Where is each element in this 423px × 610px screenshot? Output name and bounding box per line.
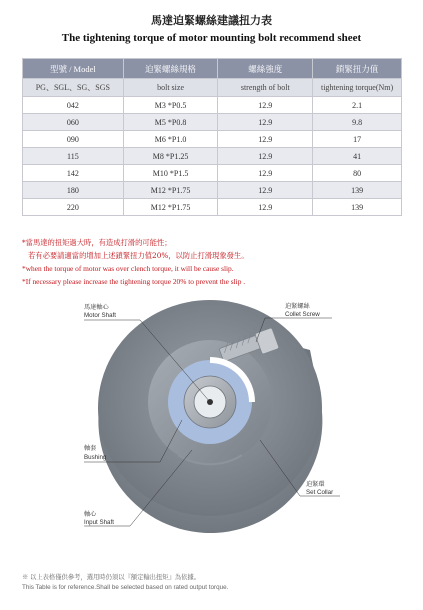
cell-bolt-size: M10 *P1.5 <box>123 165 218 182</box>
note-en-2: *If necessary please increase the tightening torque 20% to prevent the slip . <box>22 277 246 286</box>
label-collet-screw-en: Collet Screw <box>285 311 320 318</box>
table-row <box>23 182 402 199</box>
cell-strength: 12.9 <box>218 199 313 216</box>
table-row <box>23 199 402 216</box>
note-en-1: *when the torque of motor was over clench torque, it will be cause slip. <box>22 264 234 273</box>
cell-strength: 12.9 <box>218 97 313 114</box>
collet-diagram <box>60 290 360 550</box>
label-input-shaft-zh: 軸心 <box>84 511 97 518</box>
cell-model: 042 <box>23 97 124 114</box>
cell-strength: 12.9 <box>218 114 313 131</box>
label-set-collar-zh: 迫緊環 <box>306 481 325 488</box>
header-torque: 鎖緊扭力值 <box>313 59 402 79</box>
header-bolt-strength: 螺絲強度 <box>218 59 313 79</box>
table-row <box>23 131 402 148</box>
torque-table <box>22 58 402 216</box>
label-motor-shaft-en: Motor Shaft <box>84 312 116 319</box>
table-row <box>23 114 402 131</box>
table-subheader-row <box>23 79 402 97</box>
cell-torque: 9.8 <box>313 114 402 131</box>
label-bushing-zh: 軸套 <box>84 445 97 452</box>
cell-model: 142 <box>23 165 124 182</box>
cell-strength: 12.9 <box>218 148 313 165</box>
cell-strength: 12.9 <box>218 165 313 182</box>
cell-torque: 2.1 <box>313 97 402 114</box>
table-row <box>23 148 402 165</box>
cell-torque: 17 <box>313 131 402 148</box>
subheader-strength: strength of bolt <box>218 79 313 97</box>
title-chinese: 馬達迫緊螺絲建議扭力表 <box>151 14 272 27</box>
cell-torque: 139 <box>313 199 402 216</box>
header-model: 型號 / Model <box>23 59 124 79</box>
cell-bolt-size: M3 *P0.5 <box>123 97 218 114</box>
note-zh-1: *當馬達的扭矩過大時，有造成打滑的可能性； <box>22 238 172 247</box>
label-set-collar-en: Set Collar <box>306 489 334 496</box>
label-input-shaft-en: Input Shaft <box>84 519 114 526</box>
cell-bolt-size: M6 *P1.0 <box>123 131 218 148</box>
cell-model: 090 <box>23 131 124 148</box>
cell-strength: 12.9 <box>218 131 313 148</box>
subheader-model: PG、SGL、SG、SGS <box>23 79 124 97</box>
table-header-row <box>23 59 402 79</box>
cell-torque: 80 <box>313 165 402 182</box>
cell-torque: 41 <box>313 148 402 165</box>
label-collet-screw-zh: 迫緊螺絲 <box>285 303 310 310</box>
cell-bolt-size: M5 *P0.8 <box>123 114 218 131</box>
subheader-torque: tightening torque(Nm) <box>313 79 402 97</box>
subheader-bolt-size: bolt size <box>123 79 218 97</box>
header-bolt-spec: 迫緊螺絲規格 <box>123 59 218 79</box>
note-zh-2: 若有必要請適當的增加上述鎖緊扭力值20%，以防止打滑現象發生。 <box>28 251 249 260</box>
cell-bolt-size: M12 *P1.75 <box>123 199 218 216</box>
table-row <box>23 97 402 114</box>
cell-model: 180 <box>23 182 124 199</box>
table-row <box>23 165 402 182</box>
footer-note-zh: ※ 以上表格僅供參考，選用時仍須以『額定輸出扭矩』為依據。 <box>22 574 201 581</box>
cell-model: 060 <box>23 114 124 131</box>
title-english: The tightening torque of motor mounting bolt recommend sheet <box>61 32 362 44</box>
cell-bolt-size: M12 *P1.75 <box>123 182 218 199</box>
cell-model: 115 <box>23 148 124 165</box>
footer-note-en: This Table is for reference.Shall be selected based on rated output torque. <box>22 584 229 591</box>
label-bushing-en: Bushing <box>84 454 107 461</box>
cell-bolt-size: M8 *P1.25 <box>123 148 218 165</box>
label-motor-shaft-zh: 馬達軸心 <box>84 304 109 311</box>
cell-model: 220 <box>23 199 124 216</box>
cell-torque: 139 <box>313 182 402 199</box>
cell-strength: 12.9 <box>218 182 313 199</box>
